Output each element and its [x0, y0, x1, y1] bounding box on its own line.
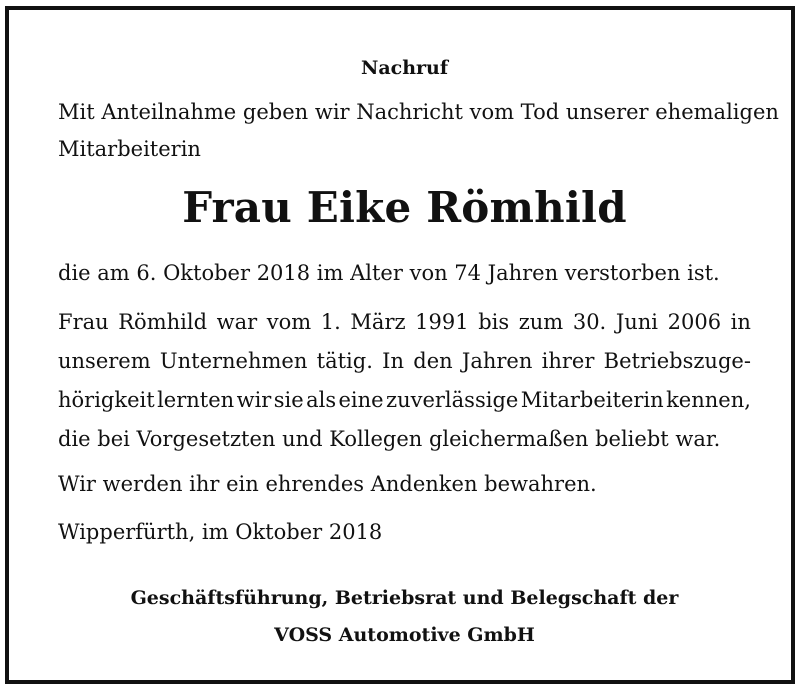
signoff — [58, 580, 751, 654]
word: den — [413, 349, 453, 373]
word: lernten — [157, 388, 235, 412]
word: Jahren — [461, 349, 533, 373]
word: Unternehmen — [159, 349, 308, 373]
word: sie — [273, 388, 304, 412]
place-date: Wipperfürth, im Oktober 2018 — [58, 520, 383, 544]
word: in — [730, 310, 751, 334]
intro-line: Mitarbeiterin — [58, 137, 201, 161]
word: Römhild — [118, 310, 208, 334]
word: Frau — [58, 310, 109, 334]
career-paragraph — [58, 303, 751, 459]
signoff-line: Geschäftsführung, Betriebsrat und Belegschaft der — [130, 587, 679, 609]
word: 30. — [572, 310, 607, 334]
intro-text — [58, 94, 779, 168]
death-statement: die am 6. Oktober 2018 im Alter von 74 Jahren verstorben ist. — [58, 261, 720, 285]
word: vom — [266, 310, 312, 334]
word: zum — [518, 310, 564, 334]
word: März — [350, 310, 406, 334]
word: kennen, — [666, 388, 751, 412]
notice-border — [5, 6, 795, 684]
deceased-name: Frau Eike Römhild — [182, 183, 627, 232]
career-line — [58, 303, 751, 342]
word: unserem — [58, 349, 151, 373]
word: 2006 — [667, 310, 722, 334]
word: als — [306, 388, 337, 412]
word: wir — [236, 388, 272, 412]
career-line — [58, 342, 751, 381]
company-name: VOSS Automotive GmbH — [274, 624, 535, 646]
word: In — [382, 349, 404, 373]
word: hörigkeit — [58, 388, 155, 412]
career-line — [58, 381, 751, 420]
word: bis — [478, 310, 510, 334]
intro-line: Mit Anteilnahme geben wir Nachricht vom Tod unserer ehemaligen — [58, 100, 779, 124]
word: Betriebszuge- — [603, 349, 751, 373]
word: eine — [338, 388, 384, 412]
career-line: die bei Vorgesetzten und Kollegen gleichermaßen beliebt war. — [58, 427, 721, 451]
notice-heading: Nachruf — [360, 57, 449, 79]
word: zuverlässige — [386, 388, 519, 412]
word: Mitarbeiterin — [520, 388, 664, 412]
word: Juni — [615, 310, 659, 334]
word: ihrer — [541, 349, 595, 373]
word: 1991 — [415, 310, 469, 334]
word: war — [216, 310, 258, 334]
word: 1. — [320, 310, 341, 334]
remembrance-text: Wir werden ihr ein ehrendes Andenken bewahren. — [58, 472, 597, 496]
word: tätig. — [316, 349, 373, 373]
